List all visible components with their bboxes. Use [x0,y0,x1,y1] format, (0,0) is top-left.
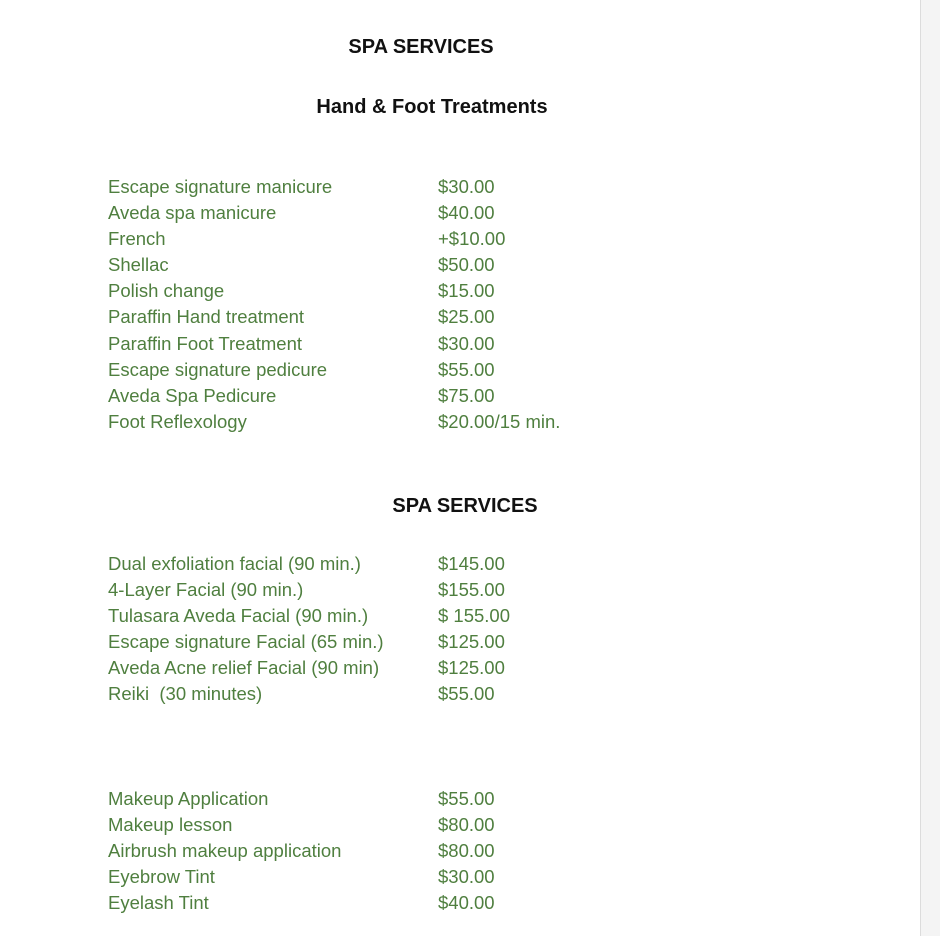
service-price: $30.00 [438,866,495,888]
service-price: $50.00 [438,254,495,276]
service-name: Paraffin Hand treatment [108,306,305,328]
service-price: $125.00 [438,657,505,679]
service-name: 4-Layer Facial (90 min.) [108,579,304,601]
service-name: Aveda spa manicure [108,202,277,224]
service-name: Airbrush makeup application [108,840,342,862]
service-name: Shellac [108,254,169,276]
service-price: $25.00 [438,306,495,328]
service-price: $30.00 [438,176,495,197]
service-price: $40.00 [438,892,495,914]
service-price: $55.00 [438,358,495,380]
service-price: $75.00 [438,384,495,406]
section-heading-spa-services: SPA SERVICES [392,495,538,517]
service-name: Tulasara Aveda Facial (90 min.) [108,605,369,627]
service-name: French [108,228,166,250]
page-edge-scroll-area [920,0,940,936]
service-name: Polish change [108,280,225,302]
service-price: $55.00 [438,788,495,809]
service-price: $155.00 [438,579,505,601]
service-price: $ 155.00 [438,605,511,627]
service-price: +$10.00 [438,228,506,250]
service-price: $80.00 [438,814,495,836]
service-price: $55.00 [438,683,495,705]
service-name: Paraffin Foot Treatment [108,332,303,354]
service-name: Dual exfoliation facial (90 min.) [108,553,361,574]
service-name: Eyebrow Tint [108,866,215,888]
service-name: Aveda Spa Pedicure [108,384,277,406]
service-name: Escape signature Facial (65 min.) [108,631,384,653]
service-name: Aveda Acne relief Facial (90 min) [108,657,380,679]
service-name: Eyelash Tint [108,892,209,914]
service-name: Reiki (30 minutes) [108,683,263,705]
service-price: $15.00 [438,280,495,302]
service-name: Foot Reflexology [108,410,247,432]
service-name: Makeup Application [108,788,269,809]
service-name: Escape signature pedicure [108,358,328,380]
service-name: Makeup lesson [108,814,233,836]
page-title: SPA SERVICES [348,36,494,58]
service-name: Escape signature manicure [108,176,333,197]
service-price: $40.00 [438,202,495,224]
service-price: $80.00 [438,840,495,862]
service-price: $145.00 [438,553,505,574]
service-price: $30.00 [438,332,495,354]
service-price: $20.00/15 min. [438,410,561,432]
section-heading-hand-foot: Hand & Foot Treatments [316,96,548,118]
service-price: $125.00 [438,631,505,653]
